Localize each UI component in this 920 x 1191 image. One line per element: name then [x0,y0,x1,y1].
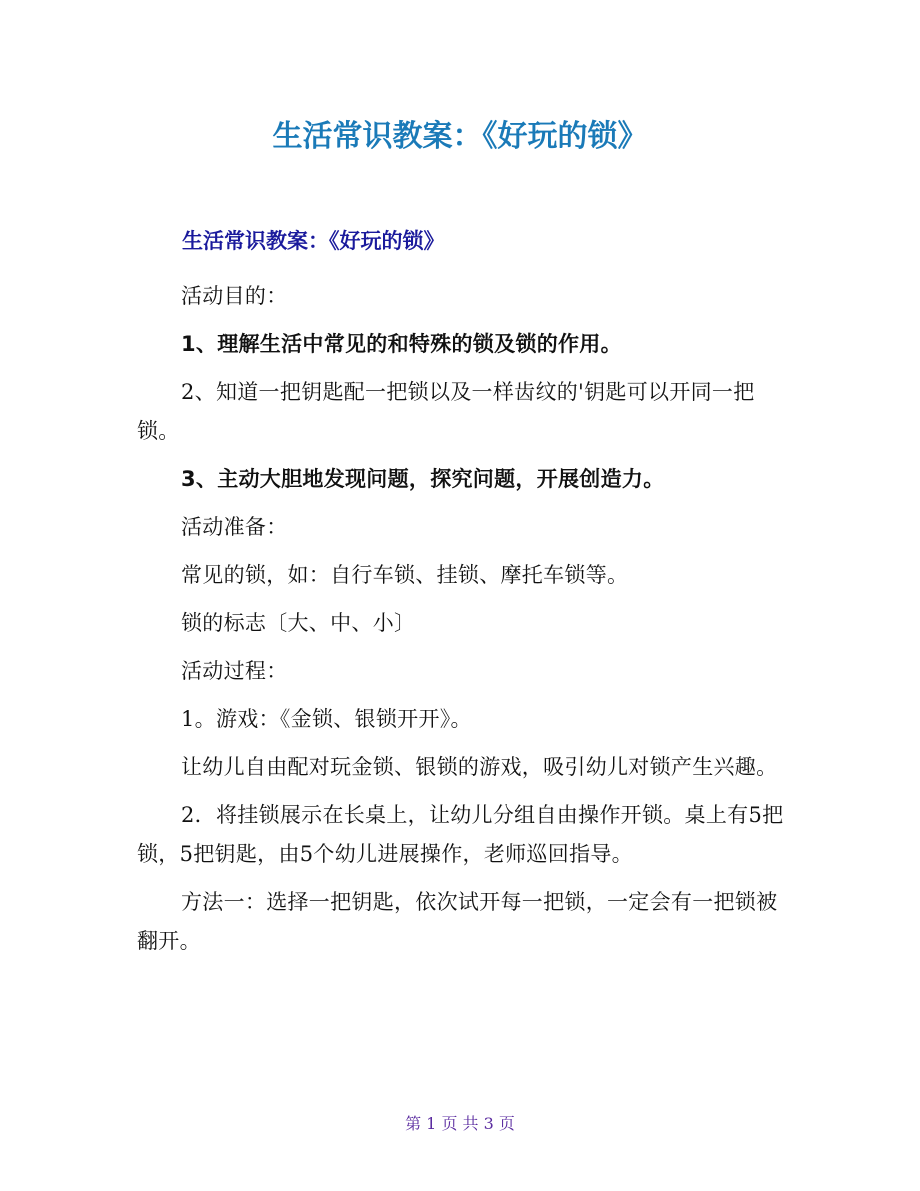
paragraph: 让幼儿自由配对玩金锁、银锁的游戏，吸引幼儿对锁产生兴趣。 [181,755,778,779]
paragraph: 1、理解生活中常见的和特殊的锁及锁的作用。 [181,332,622,356]
paragraph: 2．将挂锁展示在长桌上，让幼儿分组自由操作开锁。桌上有5把锁，5把钥匙，由5个幼儿进展操作，老师巡回指导。 [137,803,784,866]
document-body [137,277,785,970]
document-subtitle: 生活常识教案：《好玩的锁》 [182,229,445,253]
paragraph: 方法一：选择一把钥匙，依次试开每一把锁，一定会有一把锁被翻开。 [137,890,778,953]
document-title: 生活常识教案：《好玩的锁》 [272,119,648,154]
paragraph: 1。游戏：《金锁、银锁开开》。 [181,707,472,731]
paragraph: 活动准备： [181,515,288,539]
paragraph: 活动目的： [181,284,288,308]
paragraph: 2、知道一把钥匙配一把锁以及一样齿纹的'钥匙可以开同一把锁。 [137,380,755,443]
paragraph: 活动过程： [181,659,288,683]
paragraph: 锁的标志〔大、中、小〕 [181,611,416,635]
paragraph: 常见的锁，如：自行车锁、挂锁、摩托车锁等。 [181,563,629,587]
paragraph: 3、主动大胆地发现问题，探究问题，开展创造力。 [181,467,665,491]
page-footer: 第 1 页 共 3 页 [405,1114,515,1133]
